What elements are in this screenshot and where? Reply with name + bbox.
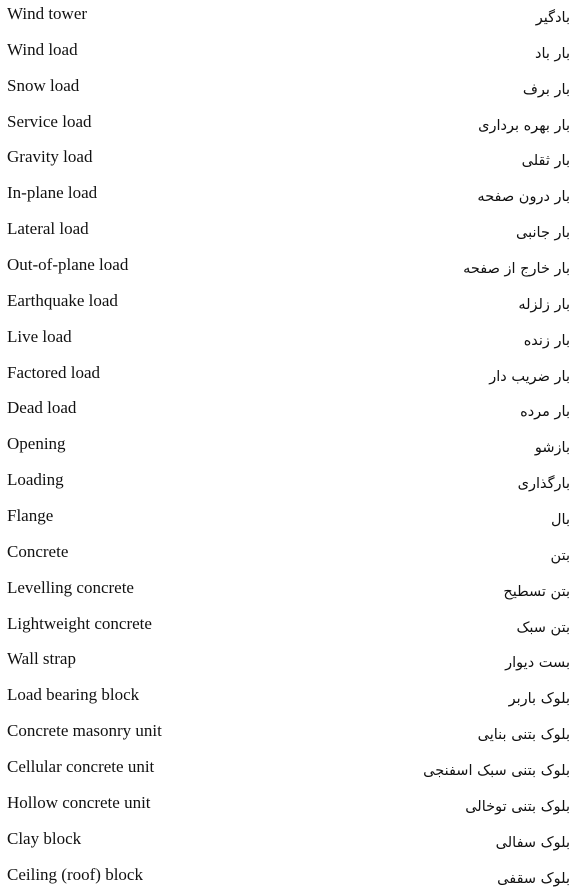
glossary-row bbox=[0, 574, 581, 610]
glossary-row bbox=[0, 359, 581, 395]
english-term: Dead load bbox=[7, 398, 77, 418]
glossary-row bbox=[0, 717, 581, 753]
persian-term: بادگیر bbox=[535, 10, 570, 26]
glossary-row bbox=[0, 502, 581, 538]
glossary-row bbox=[0, 825, 581, 861]
glossary-row bbox=[0, 430, 581, 466]
persian-term: بتن تسطیح bbox=[503, 583, 570, 600]
persian-term: بار خارج از صفحه bbox=[463, 261, 570, 278]
persian-term: بلوک بتنی سبک اسفنجی bbox=[423, 763, 570, 780]
persian-term: بلوک سقفی bbox=[497, 870, 570, 887]
english-term: Out-of-plane load bbox=[7, 255, 129, 275]
glossary-row bbox=[0, 143, 581, 179]
persian-term: بار ضریب دار bbox=[489, 368, 570, 385]
glossary-row bbox=[0, 287, 581, 323]
english-term: Lateral load bbox=[7, 219, 89, 239]
english-term: Factored load bbox=[7, 362, 100, 382]
persian-term: بازشو bbox=[534, 440, 570, 457]
english-term: Opening bbox=[7, 434, 66, 454]
persian-term: بتن سبک bbox=[516, 619, 570, 636]
english-term: Load bearing block bbox=[7, 685, 140, 705]
persian-term: بار زنده bbox=[523, 332, 570, 349]
english-term: Live load bbox=[7, 326, 72, 346]
english-term: In-plane load bbox=[7, 183, 98, 203]
persian-term: بار جانبی bbox=[516, 225, 570, 242]
glossary-row bbox=[0, 861, 581, 896]
english-term: Service load bbox=[7, 111, 92, 131]
glossary-row bbox=[0, 789, 581, 825]
persian-term: بتن bbox=[550, 547, 570, 564]
persian-term: بارگذاری bbox=[517, 476, 570, 493]
english-term: Hollow concrete unit bbox=[7, 792, 151, 812]
glossary-row bbox=[0, 681, 581, 717]
persian-term: بست دیوار bbox=[505, 655, 570, 672]
persian-term: بال bbox=[551, 512, 570, 529]
glossary-row bbox=[0, 179, 581, 215]
glossary-row bbox=[0, 72, 581, 108]
persian-term: بار بهره برداری bbox=[478, 117, 570, 134]
english-term: Snow load bbox=[7, 75, 80, 95]
glossary-row bbox=[0, 36, 581, 72]
glossary-row bbox=[0, 0, 581, 36]
english-term: Gravity load bbox=[7, 147, 93, 167]
glossary-row bbox=[0, 466, 581, 502]
english-term: Cellular concrete unit bbox=[7, 757, 155, 777]
english-term: Earthquake load bbox=[7, 290, 118, 310]
persian-term: بلوک سفالی bbox=[495, 834, 570, 851]
persian-term: بار مرده bbox=[520, 404, 570, 421]
glossary-row bbox=[0, 645, 581, 681]
persian-term: بلوک بتنی توخالی bbox=[465, 798, 570, 815]
persian-term: بار زلزله bbox=[518, 296, 570, 313]
glossary-row bbox=[0, 323, 581, 359]
english-term: Wind load bbox=[7, 39, 78, 59]
english-term: Flange bbox=[7, 506, 54, 526]
glossary-row bbox=[0, 753, 581, 789]
persian-term: بلوک باربر bbox=[508, 691, 570, 708]
english-term: Wall strap bbox=[7, 649, 76, 669]
glossary-row bbox=[0, 610, 581, 646]
glossary-row bbox=[0, 394, 581, 430]
persian-term: بار باد bbox=[535, 45, 570, 62]
persian-term: بار درون صفحه bbox=[477, 189, 570, 206]
persian-term: بار ثقلی bbox=[521, 153, 570, 170]
english-term: Ceiling (roof) block bbox=[7, 864, 143, 884]
glossary-row bbox=[0, 538, 581, 574]
glossary-row bbox=[0, 108, 581, 144]
english-term: Wind tower bbox=[7, 4, 88, 23]
english-term: Loading bbox=[7, 470, 64, 490]
glossary-row bbox=[0, 251, 581, 287]
persian-term: بلوک بتنی بنایی bbox=[477, 727, 570, 744]
glossary-row bbox=[0, 215, 581, 251]
english-term: Lightweight concrete bbox=[7, 613, 152, 633]
english-term: Concrete masonry unit bbox=[7, 721, 162, 741]
english-term: Concrete bbox=[7, 541, 69, 561]
english-term: Clay block bbox=[7, 828, 82, 848]
persian-term: بار برف bbox=[522, 81, 570, 98]
english-term: Levelling concrete bbox=[7, 577, 134, 597]
